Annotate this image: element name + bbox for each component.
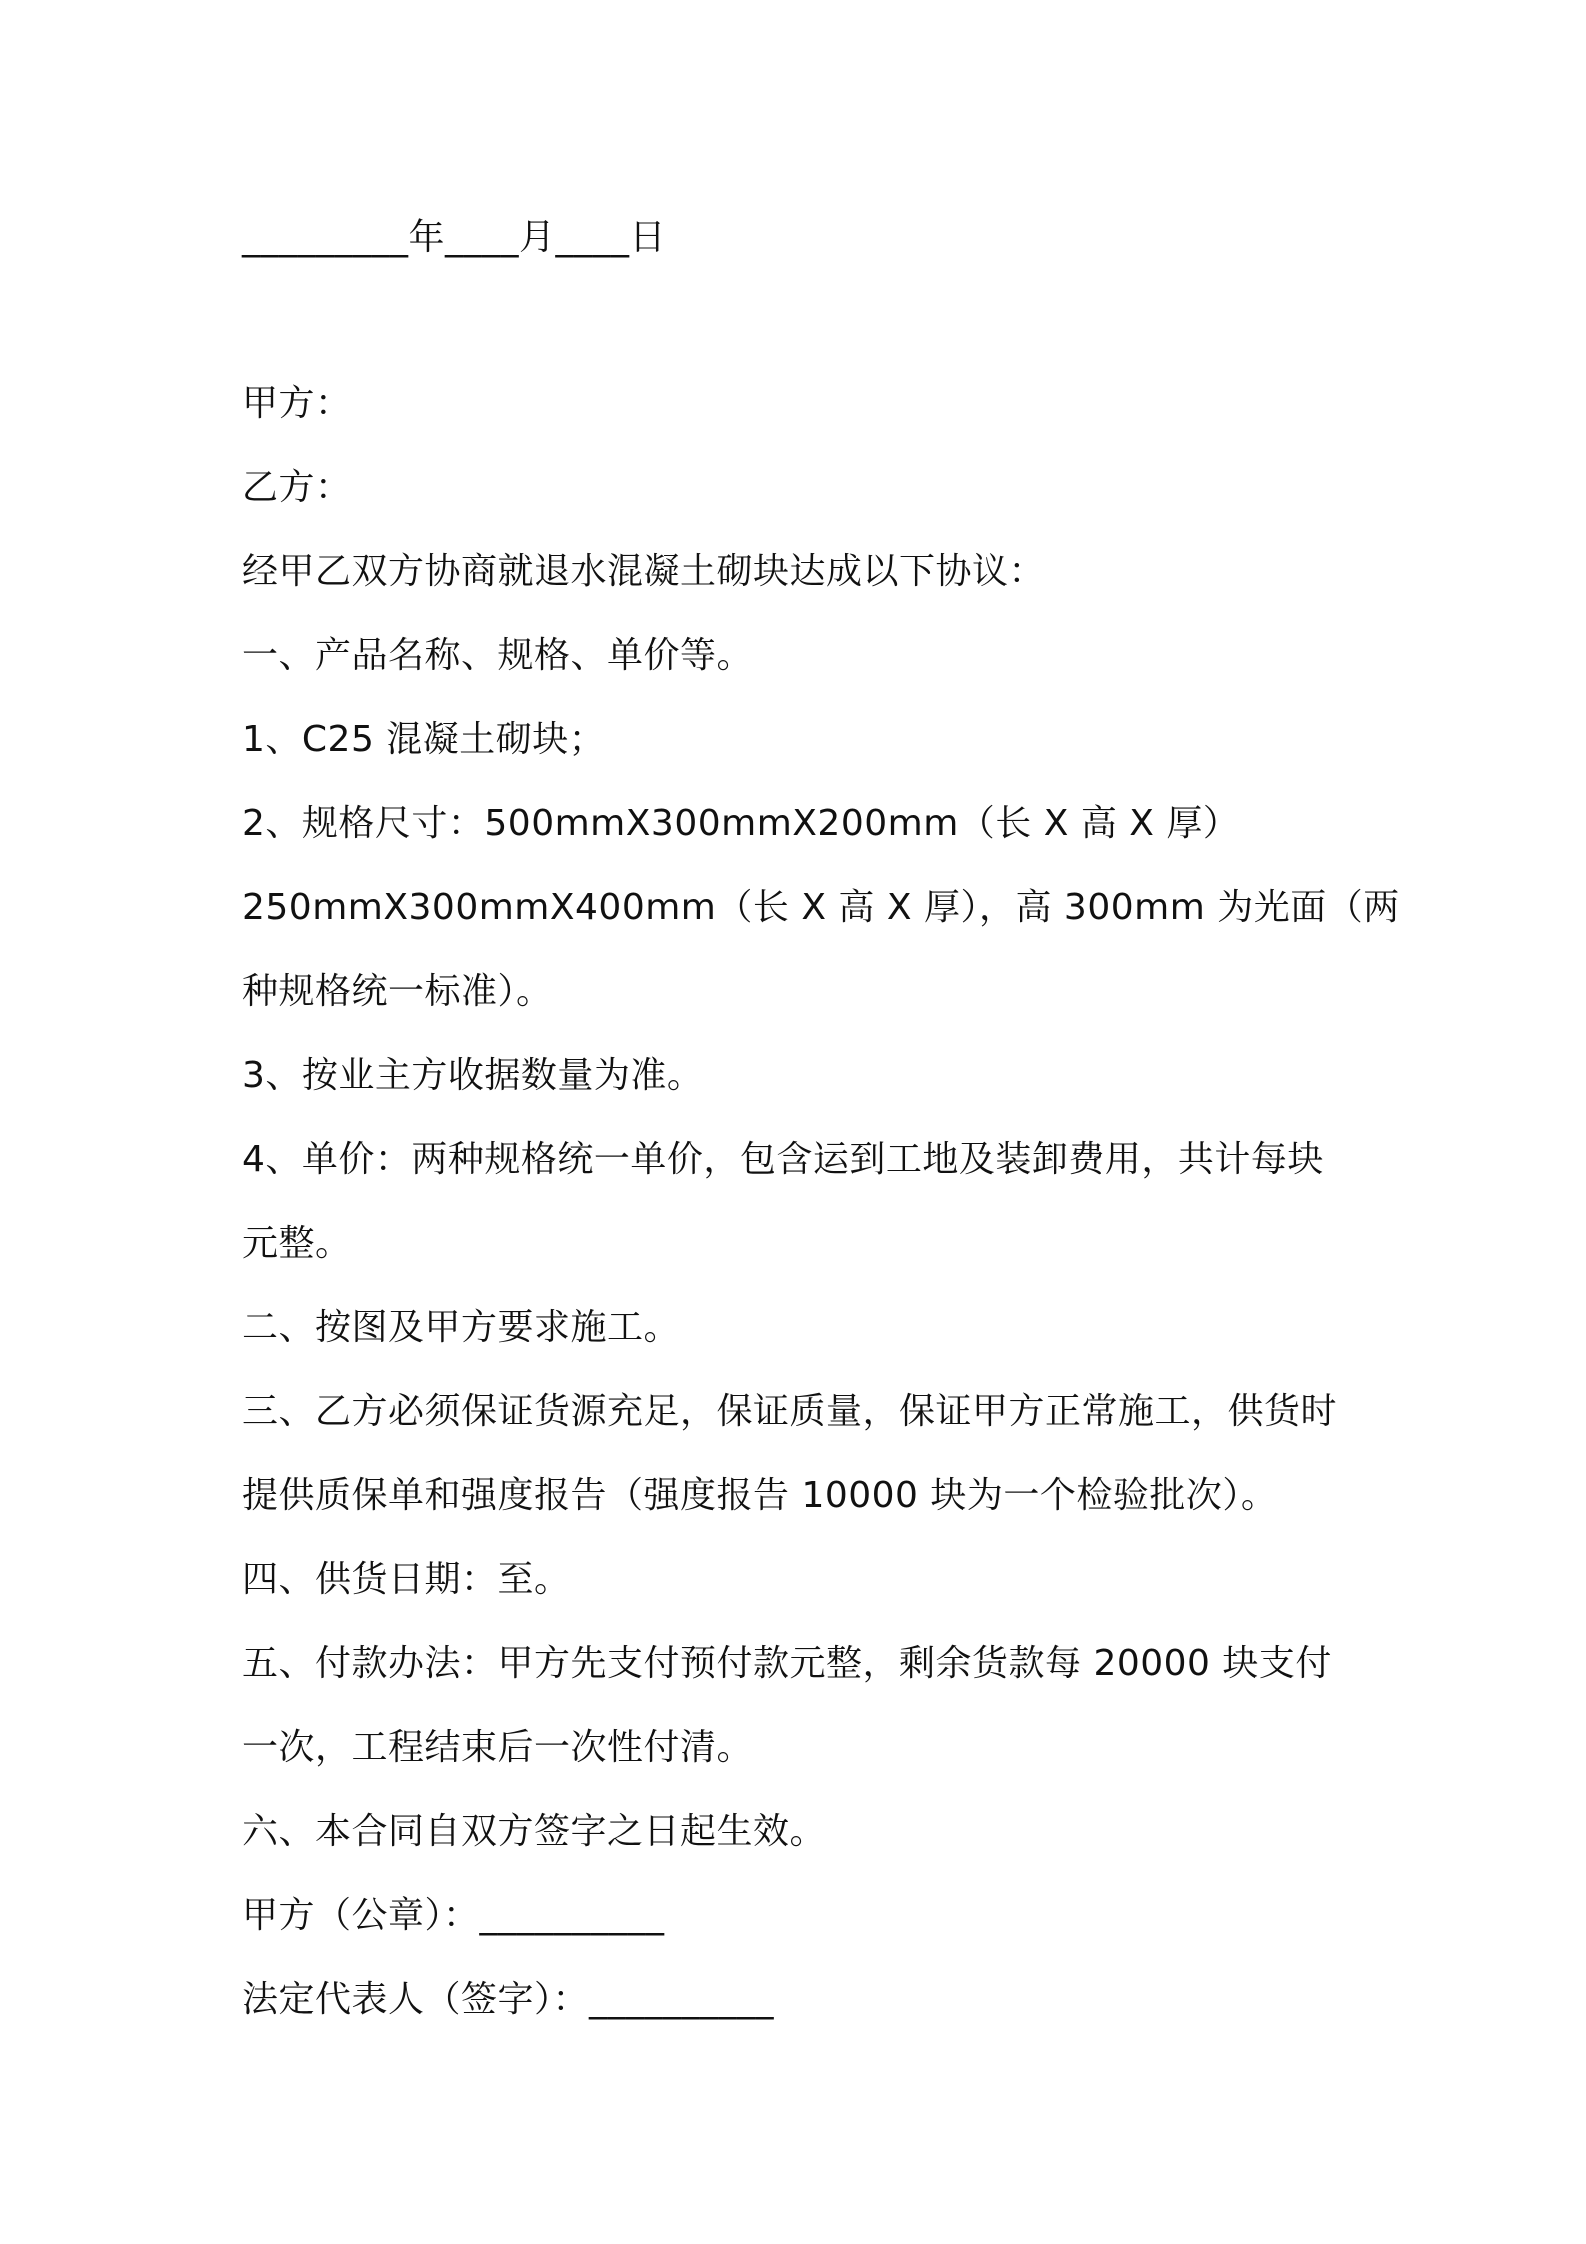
- contract-body: [242, 196, 1400, 2042]
- item-2-spec-line-1: 2、规格尺寸：500mmX300mmX200mm（长 X 高 X 厚）: [242, 803, 1240, 844]
- item-3-quantity: 3、按业主方收据数量为准。: [242, 1055, 704, 1096]
- party-b-line: 乙方：: [242, 467, 352, 508]
- section-2: 二、按图及甲方要求施工。: [242, 1307, 681, 1348]
- party-a-line: 甲方：: [242, 383, 352, 424]
- section-6: 六、本合同自双方签字之日起生效。: [242, 1811, 827, 1852]
- legal-representative-signature-line: 法定代表人（签字）：__________: [242, 1979, 775, 2020]
- section-5-line-1: 五、付款办法：甲方先支付预付款元整，剩余货款每 20000 块支付: [242, 1643, 1332, 1684]
- section-4: 四、供货日期：至。: [242, 1559, 571, 1600]
- section-5-line-2: 一次，工程结束后一次性付清。: [242, 1727, 754, 1768]
- section-3-line-2: 提供质保单和强度报告（强度报告 10000 块为一个检验批次）。: [242, 1475, 1278, 1516]
- item-1-product: 1、C25 混凝土砌块；: [242, 719, 606, 760]
- item-4-price-line-2: 元整。: [242, 1223, 352, 1264]
- date-line: _________年____月____日: [242, 217, 666, 258]
- agreement-intro: 经甲乙双方协商就退水混凝土砌块达成以下协议：: [242, 551, 1046, 592]
- party-a-seal-line: 甲方（公章）：__________: [242, 1895, 665, 1936]
- section-3-line-1: 三、乙方必须保证货源充足，保证质量，保证甲方正常施工，供货时: [242, 1391, 1338, 1432]
- item-2-spec-line-3: 种规格统一标准）。: [242, 971, 553, 1012]
- item-4-price-line-1: 4、单价：两种规格统一单价，包含运到工地及装卸费用，共计每块: [242, 1139, 1324, 1180]
- item-2-spec-line-2: 250mmX300mmX400mm（长 X 高 X 厚），高 300mm 为光面（两: [242, 887, 1400, 928]
- section-1-heading: 一、产品名称、规格、单价等。: [242, 635, 754, 676]
